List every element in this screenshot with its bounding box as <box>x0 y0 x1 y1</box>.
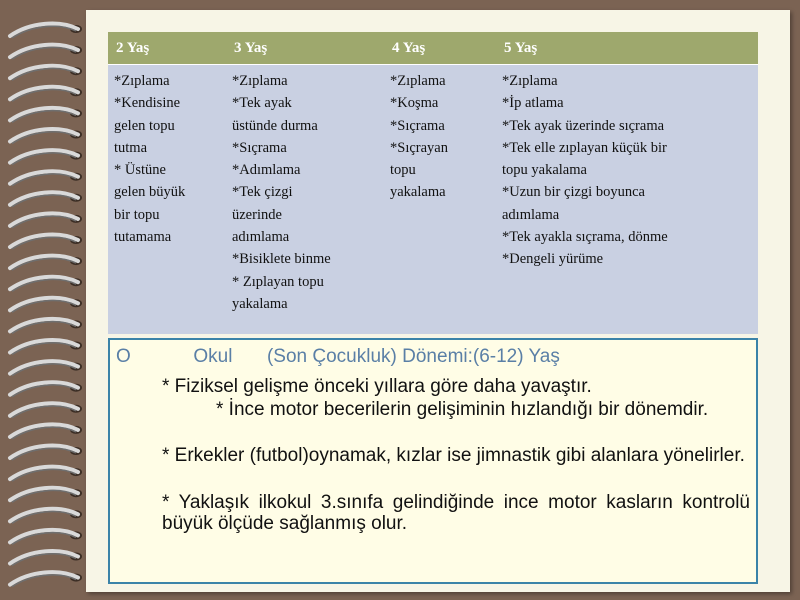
cell-line: gelen topu <box>114 117 175 134</box>
cell-line: *Zıplama <box>390 73 446 89</box>
cell-age-4 <box>384 65 496 333</box>
cell-line: *Sıçrama <box>232 139 287 156</box>
cell-line: *Tek çizgi <box>232 184 293 201</box>
cell-line: *İp atlama <box>502 95 564 112</box>
table-header-row <box>108 32 758 65</box>
cell-age-2 <box>108 65 226 333</box>
cell-line: *Sıçrayan <box>390 139 448 156</box>
cell-line: *Sıçrama <box>390 117 445 134</box>
cell-line: *Zıplama <box>232 73 288 89</box>
cell-line: *Tek elle zıplayan küçük bir <box>502 139 667 156</box>
cell-line: üzerinde <box>232 206 282 223</box>
cell-line: adımlama <box>502 206 560 223</box>
header-age-2: 2 Yaş <box>108 32 226 65</box>
paragraph-3: * Erkekler (futbol)oynamak, kızlar ise jimnastik gibi alanlara yönelirler. <box>162 445 745 466</box>
cell-age-3 <box>226 65 384 333</box>
cell-line: topu yakalama <box>502 162 587 179</box>
cell-line: *Tek ayak <box>232 95 292 112</box>
cell-line: *Kendisine <box>114 95 181 112</box>
cell-line: üstünde durma <box>232 117 318 134</box>
heading-title: (Son Çocukluk) Dönemi:(6-12) Yaş <box>266 346 560 367</box>
cell-line: *Adımlama <box>232 162 301 179</box>
age-skills-table <box>108 32 758 332</box>
paragraph-4: * Yaklaşık ilkokul 3.sınıfa gelindiğinde ince motor kasların kontrolü büyük ölçüde sağlanmış olur. <box>162 492 750 534</box>
cell-age-5 <box>496 65 758 333</box>
cell-line: yakalama <box>390 184 446 201</box>
cell-line: adımlama <box>232 229 290 246</box>
section-heading <box>116 346 560 368</box>
cell-line: tutma <box>114 139 148 156</box>
cell-line: tutamama <box>114 229 172 246</box>
header-age-4: 4 Yaş <box>384 32 496 65</box>
cell-line: topu <box>390 162 416 179</box>
cell-line: * Zıplayan topu <box>232 273 324 290</box>
heading-bullet: O <box>116 346 131 367</box>
cell-line: *Bisiklete binme <box>232 251 331 268</box>
cell-line: bir topu <box>114 206 160 223</box>
cell-line: *Zıplama <box>502 73 558 89</box>
school-period-text-box <box>108 338 758 584</box>
cell-line: * Üstüne <box>114 162 166 179</box>
cell-line: *Uzun bir çizgi boyunca <box>502 184 645 201</box>
cell-line: yakalama <box>232 295 288 312</box>
header-age-5: 5 Yaş <box>496 32 758 65</box>
cell-line: *Tek ayak üzerinde sıçrama <box>502 117 665 134</box>
paragraph-1: * Fiziksel gelişme önceki yıllara göre daha yavaştır. <box>162 376 592 397</box>
age-skills-table-container <box>108 32 758 334</box>
spiral-binding <box>0 0 90 600</box>
cell-line: *Koşma <box>390 95 439 112</box>
table-row <box>108 65 758 333</box>
cell-line: *Tek ayakla sıçrama, dönme <box>502 229 668 246</box>
cell-line: *Zıplama <box>114 73 170 89</box>
header-age-3: 3 Yaş <box>226 32 384 65</box>
paragraph-2-text: * İnce motor becerilerin gelişiminin hızlandığı bir dönemdir. <box>216 399 709 420</box>
cell-line: *Dengeli yürüme <box>502 251 604 268</box>
heading-word: Okul <box>193 346 233 367</box>
cell-line: gelen büyük <box>114 184 186 201</box>
paragraph-2 <box>162 399 750 420</box>
